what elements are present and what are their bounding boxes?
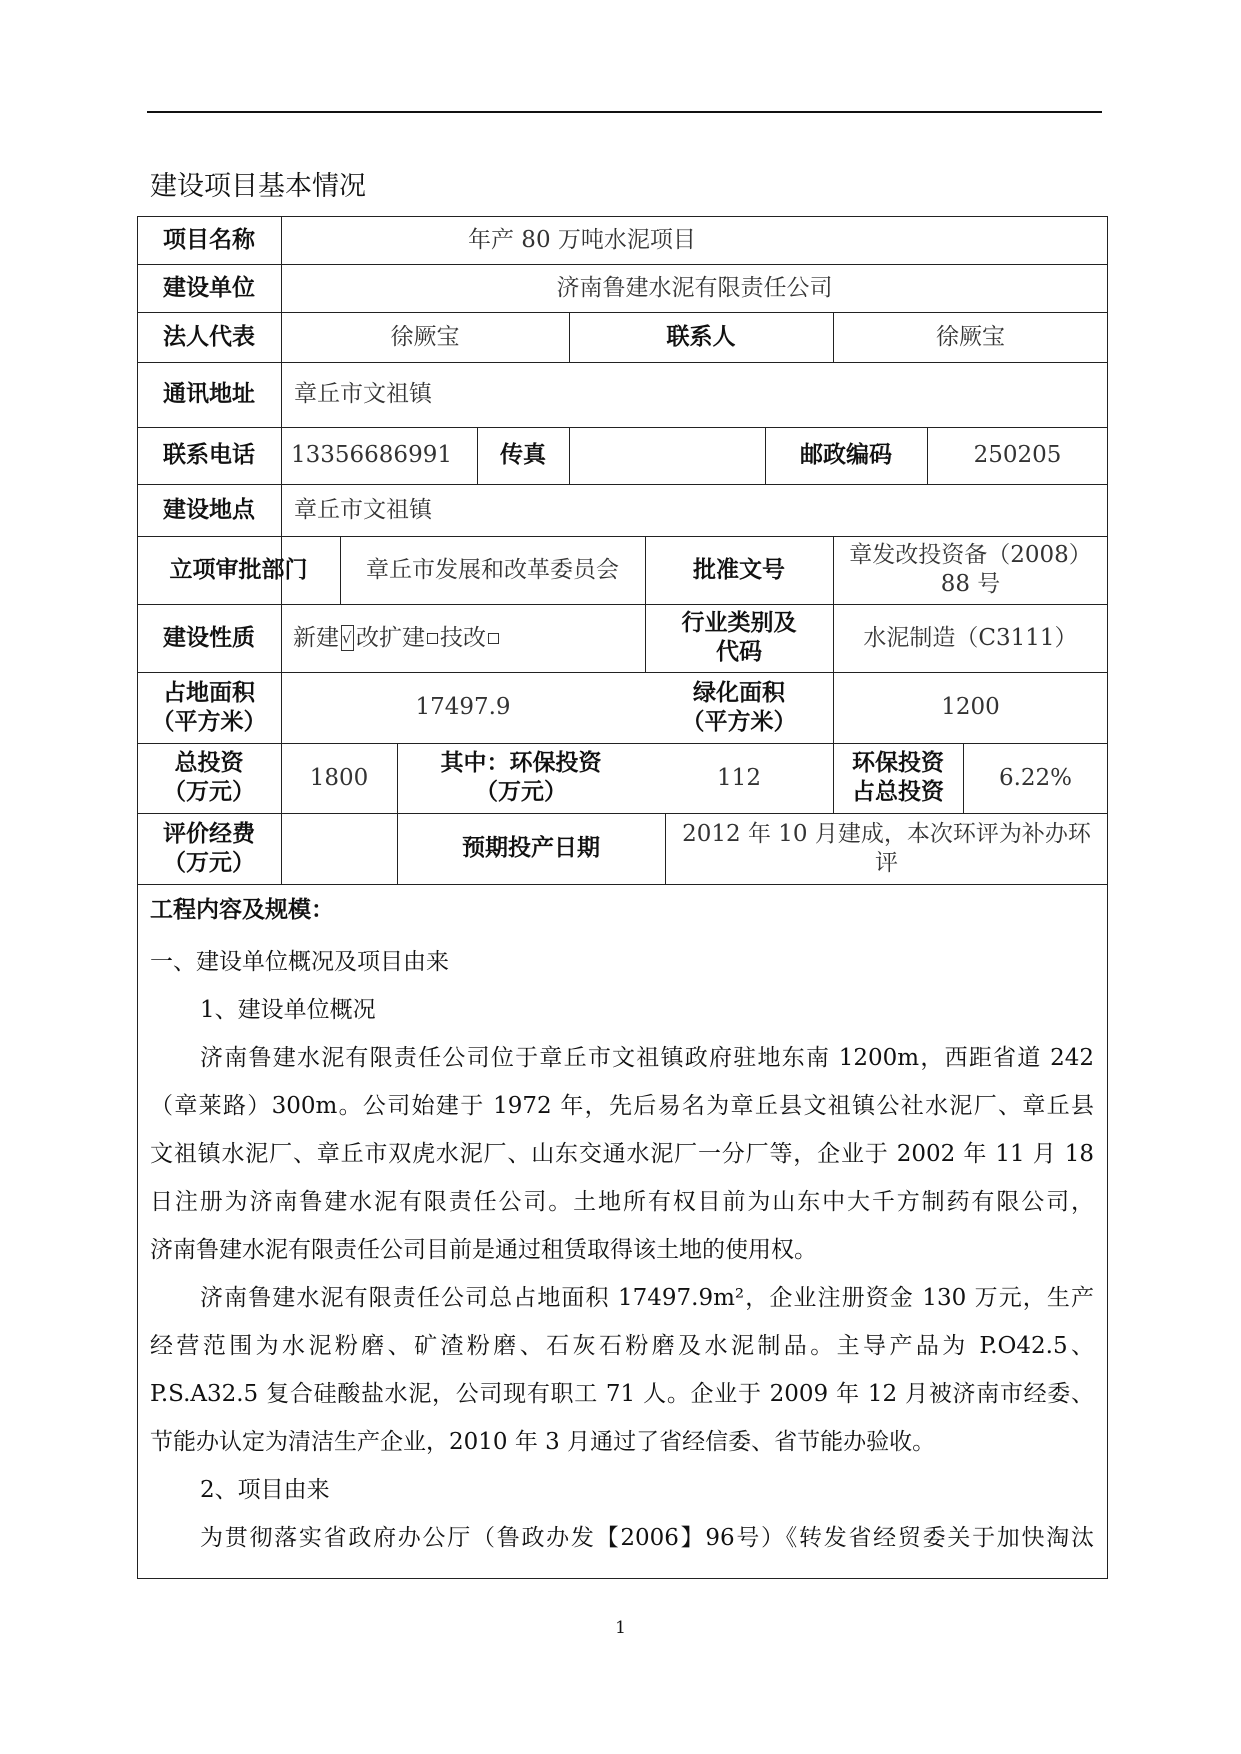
label-eval-fee [137,813,281,884]
value-phone: 13356686991 [291,442,452,468]
value-address: 章丘市文祖镇 [294,381,432,407]
paragraph-line: 济南鲁建水泥有限责任公司位于章丘市文祖镇政府驻地东南 1200m，西距省道 242 [200,1045,1094,1071]
label-env-ratio-line2: 占总投资 [852,779,944,805]
value-project-name: 年产 80 万吨水泥项目 [468,226,696,253]
label-total-invest-line1: 总投资 [174,750,244,776]
label-env-ratio-line1: 环保投资 [852,750,944,776]
label-area [137,672,281,743]
nature-tech: 技改 [440,624,486,651]
value-green: 1200 [941,694,1000,720]
label-address: 通讯地址 [163,381,255,407]
label-industry-line1: 行业类别及 [681,610,797,636]
paragraph-line: （章莱路）300m。公司始建于 1972 年，先后易名为章丘县文祖镇公社水泥厂、章丘县 [150,1093,1094,1119]
section-1-1-title: 1、建设单位概况 [200,997,376,1023]
page-number: 1 [615,1618,626,1638]
value-nature [281,604,645,672]
value-contact: 徐厥宝 [936,323,1005,350]
label-approval-dept: 立项审批部门 [169,556,308,583]
value-legal-rep: 徐厥宝 [390,323,460,350]
value-industry: 水泥制造（C3111） [863,624,1078,651]
unchecked-box-icon [488,633,499,644]
start-date-line2: 评 [875,849,898,876]
value-area: 17497.9 [415,694,511,720]
start-date-line1: 2012 年 10 月建成，本次环评为补办环 [682,820,1091,847]
value-site: 章丘市文祖镇 [294,496,432,523]
paragraph-line: 济南鲁建水泥有限责任公司目前是通过租赁取得该土地的使用权。 [150,1237,817,1263]
label-approval-no: 批准文号 [693,556,785,583]
paragraph-1 [150,1034,1094,1274]
label-builder: 建设单位 [163,274,255,301]
label-area-line2: （平方米） [151,708,267,735]
section-1-title: 一、建设单位概况及项目由来 [150,949,449,975]
value-postcode: 250205 [973,442,1062,468]
approval-no-line2: 88 号 [940,571,1001,597]
label-green-line1: 绿化面积 [693,679,785,706]
section-1-2-title: 2、项目由来 [200,1477,330,1503]
paragraph-line: 济南鲁建水泥有限责任公司总占地面积 17497.9m²，企业注册资金 130 万元，生产 [200,1285,1094,1311]
label-start-date: 预期投产日期 [462,835,600,861]
label-eval-fee-line2: （万元） [163,849,255,876]
paragraph-line: 日注册为济南鲁建水泥有限责任公司。土地所有权目前为山东中大千方制药有限公司， [150,1189,1094,1215]
paragraph-line: 节能办认定为清洁生产企业，2010 年 3 月通过了省经信委、省节能办验收。 [150,1429,936,1455]
value-approval-no [833,536,1108,604]
approval-no-line1: 章发改投资备（2008） [849,542,1092,568]
value-env-invest: 112 [717,764,761,791]
label-contact: 联系人 [666,323,736,350]
paragraph-line: 为贯彻落实省政府办公厅（鲁政办发【2006】96号）《转发省经贸委关于加快淘汰 [200,1525,1094,1551]
paragraph-line: 文祖镇水泥厂、章丘市双虎水泥厂、山东交通水泥厂一分厂等，企业于 2002 年 11 月 18 [150,1141,1094,1167]
label-env-invest-line1: 其中：环保投资 [440,750,602,776]
value-fax [569,427,765,484]
label-area-line1: 占地面积 [163,679,255,706]
label-postcode: 邮政编码 [800,442,892,468]
label-green-line2: （平方米） [681,708,797,735]
content-title: 工程内容及规模： [150,897,334,923]
paragraph-2 [150,1274,1094,1466]
value-approval-dept: 章丘市发展和改革委员会 [366,556,619,583]
label-site: 建设地点 [163,496,255,523]
section-heading: 建设项目基本情况 [150,171,366,202]
label-eval-fee-line1: 评价经费 [163,820,255,847]
label-env-invest [397,743,645,813]
label-env-ratio [833,743,963,813]
nature-expand: 改扩建 [356,624,425,651]
header-rule [147,111,1102,113]
nature-new: 新建 [293,624,339,651]
paragraph-line: P.S.A32.5 复合硅酸盐水泥，公司现有职工 71 人。企业于 2009 年 12 月被济南市经委、 [150,1381,1094,1407]
label-industry-line2: 代码 [716,639,762,665]
value-env-ratio: 6.22% [998,764,1073,791]
checked-box-icon: √ [341,625,354,651]
paragraph-3 [150,1514,1094,1562]
label-total-invest [137,743,281,813]
label-env-invest-line2: （万元） [475,779,567,805]
label-project-name: 项目名称 [163,226,255,253]
label-industry [645,604,833,672]
label-phone: 联系电话 [163,442,255,468]
label-total-invest-line2: （万元） [163,779,255,805]
value-eval-fee [281,813,397,884]
label-legal-rep: 法人代表 [163,323,255,350]
value-total-invest: 1800 [309,764,369,791]
label-nature: 建设性质 [163,624,255,651]
paragraph-line: 经营范围为水泥粉磨、矿渣粉磨、石灰石粉磨及水泥制品。主导产品为 P.O42.5、 [150,1333,1094,1359]
label-fax: 传真 [500,442,546,468]
label-green [645,672,833,743]
value-builder: 济南鲁建水泥有限责任公司 [556,274,833,301]
unchecked-box-icon [427,633,438,644]
content-body [150,938,1094,1562]
value-start-date [665,813,1108,884]
